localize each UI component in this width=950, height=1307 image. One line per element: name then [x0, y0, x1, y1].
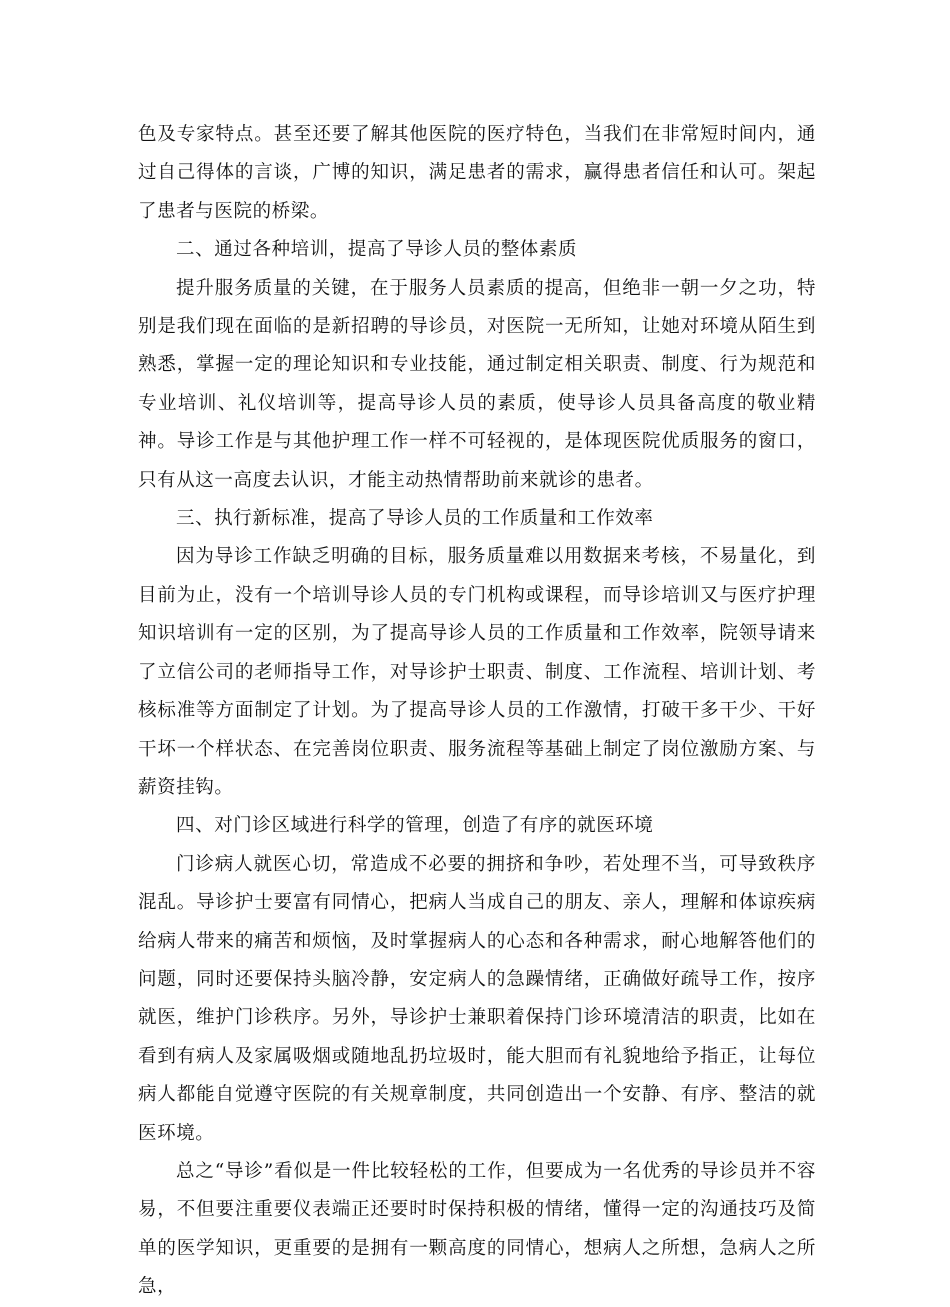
document-body: [138, 116, 816, 1307]
section-heading-2: 二、通过各种培训，提高了导诊人员的整体素质: [176, 239, 578, 261]
paragraph-training: 提升服务质量的关键，在于服务人员素质的提高，但绝非一朝一夕之功，特别是我们现在面临的是新招聘的导诊员，对医院一无所知，让她对环境从陌生到熟悉，掌握一定的理论知识和专业技能，通过制定相关职责、制度、行为规范和专业培训、礼仪培训等，提高导诊人员的素质，使导诊人员具备高度的敬业精神。导诊工作是与其他护理工作一样不可轻视的，是体现医院优质服务的窗口，只有从这一高度去认识，才能主动热情帮助前来就诊的患者。: [138, 277, 816, 491]
section-heading-3: 三、执行新标准，提高了导诊人员的工作质量和工作效率: [176, 508, 654, 530]
paragraph-summary: 总之“导诊”看似是一件比较轻松的工作，但要成为一名优秀的导诊员并不容易，不但要注重要仪表端正还要时时保持积极的情绪，懂得一定的沟通技巧及简单的医学知识，更重要的是拥有一颗高度的同情心，想病人之所想，急病人之所急，: [138, 1160, 816, 1298]
section-heading-4: 四、对门诊区域进行科学的管理，创造了有序的就医环境: [176, 815, 654, 837]
paragraph-management: 门诊病人就医心切，常造成不必要的拥挤和争吵，若处理不当，可导致秩序混乱。导诊护士要富有同情心，把病人当成自己的朋友、亲人，理解和体谅疾病给病人带来的痛苦和烦恼，及时掌握病人的心态和各种需求，耐心地解答他们的问题，同时还要保持头脑冷静，安定病人的急躁情绪，正确做好疏导工作，按序就医，维护门诊秩序。另外，导诊护士兼职着保持门诊环境清洁的职责，比如在看到有病人及家属吸烟或随地乱扔垃圾时，能大胆而有礼貌地给予指正，让每位病人都能自觉遵守医院的有关规章制度，共同创造出一个安静、有序、整洁的就医环境。: [138, 853, 816, 1144]
paragraph-standards: 因为导诊工作缺乏明确的目标，服务质量难以用数据来考核，不易量化，到目前为止，没有一个培训导诊人员的专门机构或课程，而导诊培训又与医疗护理知识培训有一定的区别，为了提高导诊人员的工作质量和工作效率，院领导请来了立信公司的老师指导工作，对导诊护士职责、制度、工作流程、培训计划、考核标准等方面制定了计划。为了提高导诊人员的工作激情，打破干多干少、干好干坏一个样状态、在完善岗位职责、服务流程等基础上制定了岗位激励方案、与薪资挂钩。: [138, 546, 816, 798]
paragraph-continuation: 色及专家特点。甚至还要了解其他医院的医疗特色，当我们在非常短时间内，通过自己得体的言谈，广博的知识，满足患者的需求，赢得患者信任和认可。架起了患者与医院的桥梁。: [138, 124, 816, 222]
